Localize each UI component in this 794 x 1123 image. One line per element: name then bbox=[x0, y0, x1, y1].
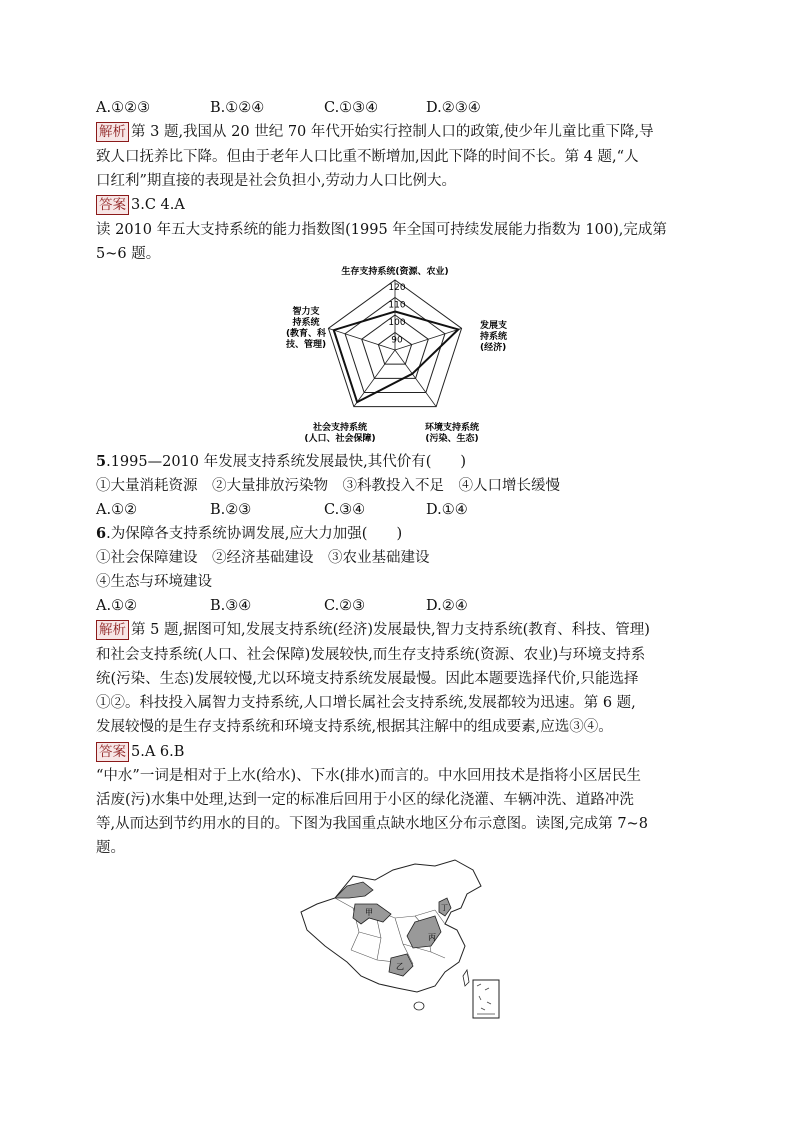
radar-chart bbox=[270, 262, 520, 452]
answer1-line: 答案 3.C 4.A bbox=[96, 193, 696, 217]
q6-option-a: A.①② bbox=[96, 598, 138, 614]
radar-axis-label-2-0: 环境支持系统 bbox=[424, 423, 480, 433]
analysis2-line1: 解析 第 5 题,据图可知,发展支持系统(经济)发展最快,智力支持系统(教育、科技、管理) bbox=[96, 618, 696, 642]
radar-axis-label-4-0: 智力支 bbox=[292, 307, 320, 317]
answer2-line: 答案 5.A 6.B bbox=[96, 740, 696, 764]
taiwan-island bbox=[463, 970, 469, 986]
q6-items1: ①社会保障建设 ②经济基础建设 ③农业基础建设 bbox=[96, 550, 430, 566]
radar-axis-label-3-0: 社会支持系统 bbox=[312, 423, 368, 433]
radar-axis-label-1-1: 持系统 bbox=[480, 332, 508, 342]
answer-tag: 答案 bbox=[96, 195, 129, 215]
radar-tick-100: 100 bbox=[388, 318, 406, 328]
radar-axis-label-0-0: 生存支持系统(资源、农业) bbox=[341, 267, 449, 277]
radar-axis-label-4-3: 技、管理) bbox=[285, 340, 327, 350]
analysis1-line3: 口红利”期直接的表现是社会负担小,劳动力人口比例大。 bbox=[96, 173, 457, 189]
q5-option-d: D.①④ bbox=[426, 502, 468, 518]
label-ding: 丁 bbox=[441, 904, 448, 912]
q6-option-c: C.②③ bbox=[324, 598, 366, 614]
label-jia: 甲 bbox=[365, 908, 373, 917]
intro78-line1: “中水”一词是相对于上水(给水)、下水(排水)而言的。中水回用技术是指将小区居民生 bbox=[96, 768, 641, 784]
analysis-tag-2: 解析 bbox=[96, 620, 129, 640]
intro78-line2: 活废(污)水集中处理,达到一定的标准后回用于小区的绿化浇灌、车辆冲洗、道路冲洗 bbox=[96, 792, 634, 808]
q34-option-a: A.①②③ bbox=[96, 100, 151, 116]
radar-axis-label-3-1: (人口、社会保障) bbox=[304, 434, 376, 444]
analysis2-line3: 统(污染、生态)发展较慢,尤以环境支持系统发展最慢。因此本题要选择代价,只能选择 bbox=[96, 671, 639, 687]
q5-option-a: A.①② bbox=[96, 502, 138, 518]
intro56-line2: 5~6 题。 bbox=[96, 246, 161, 262]
hainan-island bbox=[414, 1002, 424, 1010]
q5-option-b: B.②③ bbox=[210, 502, 252, 518]
q6-option-b: B.③④ bbox=[210, 598, 252, 614]
china-water-shortage-map bbox=[295, 858, 525, 1028]
intro78-line4: 题。 bbox=[96, 840, 125, 856]
radar-axis-label-2-1: (污染、生态) bbox=[425, 434, 479, 444]
analysis2-line4: ①②。科技投入属智力支持系统,人口增长属社会支持系统,发展都较为迅速。第 6 题, bbox=[96, 695, 636, 711]
analysis2-line5: 发展较慢的是生存支持系统和环境支持系统,根据其注解中的组成要素,应选③④。 bbox=[96, 719, 613, 735]
analysis1-line2: 致人口抚养比下降。但由于老年人口比重不断增加,因此下降的时间不长。第 4 题,“人 bbox=[96, 149, 639, 165]
radar-tick-120: 120 bbox=[388, 283, 406, 293]
radar-axis-label-1-0: 发展支 bbox=[480, 321, 508, 331]
q5-option-c: C.③④ bbox=[324, 502, 366, 518]
radar-tick-110: 110 bbox=[388, 300, 406, 311]
q6-stem: 6.为保障各支持系统协调发展,应大力加强( ) bbox=[96, 525, 403, 542]
label-bing: 丙 bbox=[428, 933, 436, 942]
radar-axis-label-4-2: (教育、科 bbox=[285, 329, 327, 339]
q5-items: ①大量消耗资源 ②大量排放污染物 ③科教投入不足 ④人口增长缓慢 bbox=[96, 478, 560, 494]
analysis-tag: 解析 bbox=[96, 122, 129, 142]
label-yi: 乙 bbox=[396, 962, 404, 971]
analysis1-line1: 解析 第 3 题,我国从 20 世纪 70 年代开始实行控制人口的政策,使少年儿童比重下降,导 bbox=[96, 120, 696, 144]
intro56-line1: 读 2010 年五大支持系统的能力指数图(1995 年全国可持续发展能力指数为 100),完成第 bbox=[96, 222, 667, 238]
q5-stem: 5.1995—2010 年发展支持系统发展最快,其代价有( ) bbox=[96, 453, 467, 470]
q6-option-d: D.②④ bbox=[426, 598, 468, 614]
radar-tick-90: 90 bbox=[391, 335, 403, 346]
q6-number: 6 bbox=[96, 525, 107, 542]
answer-tag-2: 答案 bbox=[96, 742, 129, 762]
radar-axis-label-1-2: (经济) bbox=[480, 343, 507, 353]
q5-number: 5 bbox=[96, 453, 107, 470]
intro78-line3: 等,从而达到节约用水的目的。下图为我国重点缺水地区分布示意图。读图,完成第 7~8 bbox=[96, 816, 648, 832]
q34-option-d: D.②③④ bbox=[426, 100, 481, 116]
q6-items2: ④生态与环境建设 bbox=[96, 574, 212, 590]
radar-axis-label-4-1: 持系统 bbox=[292, 318, 320, 328]
analysis2-line2: 和社会支持系统(人口、社会保障)发展较快,而生存支持系统(资源、农业)与环境支持系 bbox=[96, 647, 646, 663]
q34-option-c: C.①③④ bbox=[324, 100, 379, 116]
q34-option-b: B.①②④ bbox=[210, 100, 265, 116]
